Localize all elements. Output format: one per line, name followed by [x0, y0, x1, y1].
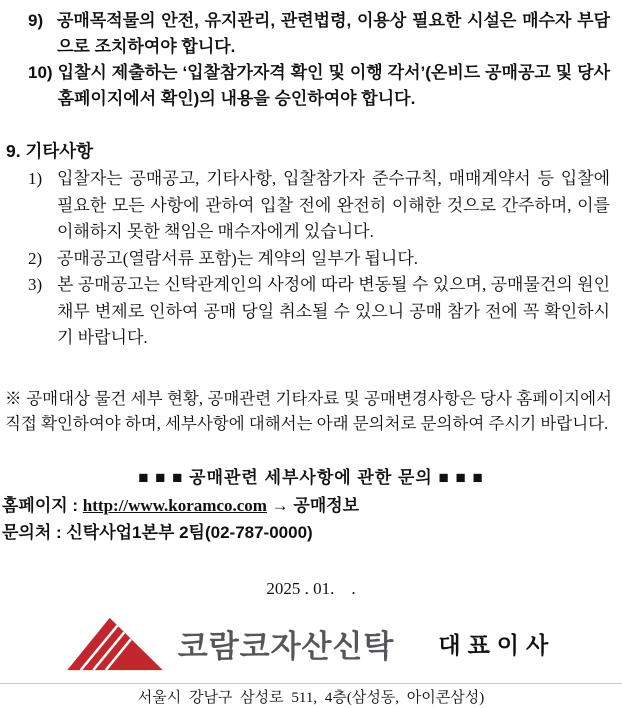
list-item	[28, 8, 610, 60]
homepage-suffix: → 공매정보	[266, 495, 360, 515]
list-item-text: 공매목적물의 안전, 유지관리, 관련법령, 이용상 필요한 시설은 매수자 부담으로 조치하여야 합니다.	[57, 11, 610, 56]
company-name: 코람코자산신탁	[177, 629, 395, 664]
list-item-number: 2)	[28, 248, 43, 268]
list-item-text: 본 공매공고는 신탁관계인의 사정에 따라 변동될 수 있으며, 공매물건의 원인채무 변제로 인하여 공매 당일 취소될 수 있으니 공매 참가 전에 꼭 확인하시기 바랍니다.	[57, 275, 610, 347]
inquiry-line: 문의처 : 신탁사업1본부 2팀(02-787-0000)	[2, 522, 313, 542]
contact-section	[0, 466, 622, 544]
section-item-list	[0, 166, 622, 352]
homepage-label: 홈페이지 :	[2, 495, 83, 515]
ceo-title: 대표이사	[438, 632, 556, 658]
homepage-url-link[interactable]: http://www.koramco.com	[82, 495, 267, 515]
section-heading: 9. 기타사항	[6, 141, 94, 161]
list-item-text: 입찰시 제출하는 ‘입찰참가자격 확인 및 이행 각서’(온비드 공매공고 및 당사 홈페이지에서 확인)의 내용을 승인하여야 합니다.	[57, 63, 610, 108]
list-item-number: 10)	[28, 63, 53, 82]
document-date: 2025 . 01. .	[266, 578, 356, 598]
top-item-list	[0, 0, 622, 112]
list-item	[28, 246, 610, 273]
signature-row	[0, 616, 622, 672]
contact-heading: ■ ■ ■ 공매관련 세부사항에 관한 문의 ■ ■ ■	[138, 467, 484, 487]
list-item	[28, 272, 610, 352]
list-item-text: 입찰자는 공매공고, 기타사항, 입찰참가자 준수규칙, 매매계약서 등 입찰에 필요한 모든 사항에 관하여 입찰 전에 완전히 이해한 것으로 간주하며, 이를 이해하지 못한 책임은 매수자에게 있습니다.	[57, 169, 610, 241]
list-item-number: 3)	[28, 275, 43, 294]
list-item	[28, 60, 610, 112]
homepage-line	[0, 495, 622, 517]
koramco-triangle-logo-icon	[67, 616, 164, 672]
list-item	[28, 166, 610, 246]
list-item-text: 공매공고(열람서류 포함)는 계약의 일부가 됩니다.	[57, 248, 419, 268]
page-bottom-divider	[0, 683, 622, 684]
list-item-number: 1)	[28, 169, 43, 188]
list-item-number: 9)	[28, 11, 44, 30]
company-address: 서울시 강남구 삼성로 511, 4층(삼성동, 아이콘삼성)	[137, 689, 485, 706]
notice-paragraph: ※ 공매대상 물건 세부 현황, 공매관련 기타자료 및 공매변경사항은 당사 홈페이지에서 직접 확인하여야 하며, 세부사항에 대해서는 아래 문의처로 문의하여 주시기 바랍니다.	[5, 388, 612, 433]
